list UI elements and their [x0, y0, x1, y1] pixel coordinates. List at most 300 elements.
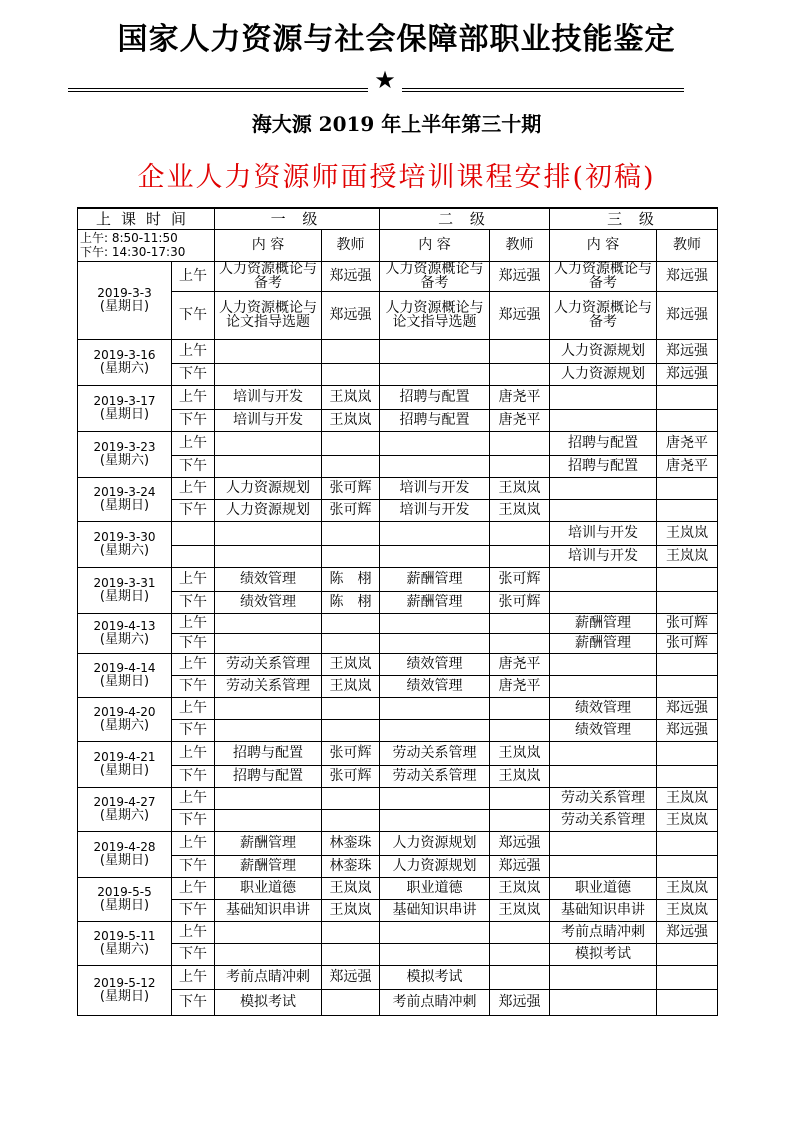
course-cell: 招聘与配置: [550, 455, 657, 477]
session-cell: 下午: [172, 633, 215, 653]
teacher-cell: 王岚岚: [657, 521, 718, 545]
teacher-cell: [322, 697, 380, 719]
date-cell: [78, 431, 172, 477]
date-cell: [78, 339, 172, 385]
teacher-cell: [322, 989, 380, 1015]
course-cell: 劳动关系管理: [215, 675, 322, 697]
teacher-cell: [490, 809, 550, 831]
teacher-cell: [490, 965, 550, 989]
course-cell: 人力资源概论与论文指导选题: [215, 291, 322, 339]
teacher-cell: 王岚岚: [322, 899, 380, 921]
teacher-cell: 唐尧平: [490, 409, 550, 431]
weekday-label: (星期日): [99, 299, 150, 314]
course-cell: [215, 943, 322, 965]
weekday-label: (星期六): [99, 632, 150, 647]
teacher-cell: 王岚岚: [657, 877, 718, 899]
session-cell: 下午: [172, 363, 215, 385]
table-row: [78, 719, 718, 741]
teacher-cell: [657, 591, 718, 613]
teacher-cell: [657, 477, 718, 499]
teacher-cell: [657, 831, 718, 855]
teacher-cell: 林銮珠: [322, 831, 380, 855]
date-label: 2019-3-16: [93, 348, 156, 362]
teacher-cell: [490, 943, 550, 965]
date-cell: [78, 385, 172, 431]
table-row: [78, 787, 718, 809]
session-cell: 上午: [172, 431, 215, 455]
hours-morning: 上午: 8:50-11:50: [80, 231, 178, 245]
table-row: [78, 363, 718, 385]
weekday-label: (星期六): [99, 361, 150, 376]
date-cell: [78, 261, 172, 339]
session-cell: 上午: [172, 831, 215, 855]
date-label: 2019-4-21: [93, 750, 156, 764]
course-cell: 人力资源规划: [550, 363, 657, 385]
star-icon: ★: [374, 66, 396, 94]
teacher-cell: 张可辉: [322, 741, 380, 765]
content-header: 内 容: [215, 229, 322, 261]
table-row: [78, 809, 718, 831]
course-cell: 薪酬管理: [550, 613, 657, 633]
table-row: [78, 431, 718, 455]
teacher-cell: 王岚岚: [322, 653, 380, 675]
course-cell: [215, 719, 322, 741]
teacher-cell: [490, 339, 550, 363]
table-row: [78, 613, 718, 633]
table-row: [78, 697, 718, 719]
course-cell: 人力资源规划: [215, 499, 322, 521]
course-cell: 绩效管理: [550, 719, 657, 741]
course-cell: 基础知识串讲: [550, 899, 657, 921]
teacher-cell: [490, 613, 550, 633]
teacher-cell: 郑远强: [657, 291, 718, 339]
teacher-cell: 郑远强: [657, 719, 718, 741]
content-header: 内 容: [550, 229, 657, 261]
course-cell: 薪酬管理: [215, 855, 322, 877]
teacher-cell: 郑远强: [657, 261, 718, 291]
teacher-cell: [490, 633, 550, 653]
session-cell: 上午: [172, 477, 215, 499]
teacher-cell: 王岚岚: [490, 499, 550, 521]
course-cell: [550, 385, 657, 409]
teacher-cell: [490, 787, 550, 809]
teacher-cell: 王岚岚: [322, 877, 380, 899]
course-cell: 薪酬管理: [215, 831, 322, 855]
session-cell: 上午: [172, 653, 215, 675]
course-cell: [215, 521, 322, 545]
teacher-cell: [490, 431, 550, 455]
teacher-cell: 张可辉: [322, 477, 380, 499]
course-cell: [215, 455, 322, 477]
course-cell: [550, 965, 657, 989]
teacher-cell: 唐尧平: [657, 455, 718, 477]
teacher-cell: [322, 787, 380, 809]
teacher-cell: [657, 675, 718, 697]
session-cell: 上午: [172, 921, 215, 943]
teacher-cell: 郑远强: [657, 363, 718, 385]
weekday-label: (星期日): [99, 407, 150, 422]
table-row: [78, 545, 718, 567]
teacher-cell: [657, 741, 718, 765]
course-cell: 人力资源概论与备考: [215, 261, 322, 291]
teacher-cell: 郑远强: [657, 697, 718, 719]
session-cell: 下午: [172, 455, 215, 477]
table-row: [78, 339, 718, 363]
course-cell: [380, 545, 490, 567]
session-cell: 上午: [172, 787, 215, 809]
teacher-cell: [657, 499, 718, 521]
course-cell: 劳动关系管理: [380, 765, 490, 787]
teacher-cell: 郑远强: [322, 291, 380, 339]
level-3-header: 三 级: [550, 208, 718, 229]
course-cell: 绩效管理: [380, 653, 490, 675]
course-cell: 考前点睛冲刺: [550, 921, 657, 943]
course-cell: 劳动关系管理: [550, 809, 657, 831]
course-cell: 人力资源概论与备考: [550, 291, 657, 339]
table-row: [78, 741, 718, 765]
teacher-cell: 王岚岚: [657, 899, 718, 921]
table-row: [78, 877, 718, 899]
table-row: [78, 675, 718, 697]
teacher-cell: 王岚岚: [490, 877, 550, 899]
teacher-cell: [490, 545, 550, 567]
course-cell: [215, 809, 322, 831]
teacher-cell: 郑远强: [657, 339, 718, 363]
period-subtitle: 海大源 2019 年上半年第三十期: [251, 112, 542, 136]
table-row: [78, 899, 718, 921]
course-cell: [380, 809, 490, 831]
session-cell: 下午: [172, 943, 215, 965]
teacher-cell: 郑远强: [490, 291, 550, 339]
teacher-cell: [322, 943, 380, 965]
course-cell: 人力资源概论与备考: [380, 261, 490, 291]
date-cell: [78, 567, 172, 613]
teacher-cell: 王岚岚: [657, 545, 718, 567]
date-cell: [78, 965, 172, 1015]
table-row: [78, 385, 718, 409]
teacher-cell: [490, 719, 550, 741]
teacher-cell: 郑远强: [490, 855, 550, 877]
course-cell: 招聘与配置: [550, 431, 657, 455]
table-row: [78, 499, 718, 521]
level-2-header: 二 级: [380, 208, 550, 229]
course-cell: 招聘与配置: [380, 385, 490, 409]
teacher-cell: [657, 943, 718, 965]
table-row: [78, 409, 718, 431]
date-label: 2019-3-30: [93, 530, 156, 544]
session-cell: 上午: [172, 741, 215, 765]
table-row: [78, 831, 718, 855]
course-cell: [550, 477, 657, 499]
teacher-cell: [322, 363, 380, 385]
date-cell: [78, 477, 172, 521]
table-row: [78, 521, 718, 545]
teacher-cell: 王岚岚: [322, 675, 380, 697]
weekday-label: (星期日): [99, 674, 150, 689]
table-row: [78, 855, 718, 877]
course-cell: [550, 831, 657, 855]
date-cell: [78, 697, 172, 741]
session-cell: 下午: [172, 989, 215, 1015]
teacher-cell: 王岚岚: [657, 787, 718, 809]
schedule-table: [77, 207, 718, 1016]
teacher-cell: 张可辉: [657, 633, 718, 653]
course-cell: 模拟考试: [380, 965, 490, 989]
level-1-header: 一 级: [215, 208, 380, 229]
course-cell: 模拟考试: [215, 989, 322, 1015]
course-cell: [550, 409, 657, 431]
teacher-cell: [322, 431, 380, 455]
course-cell: 培训与开发: [550, 545, 657, 567]
session-cell: [172, 521, 215, 545]
teacher-cell: [322, 613, 380, 633]
date-label: 2019-5-5: [97, 885, 152, 899]
session-cell: 上午: [172, 567, 215, 591]
date-cell: [78, 921, 172, 965]
course-cell: 考前点睛冲刺: [380, 989, 490, 1015]
table-row: [78, 943, 718, 965]
weekday-label: (星期六): [99, 808, 150, 823]
class-hours: [78, 229, 215, 261]
weekday-label: (星期六): [99, 942, 150, 957]
teacher-cell: 王岚岚: [657, 809, 718, 831]
teacher-header: 教师: [657, 229, 718, 261]
course-cell: 绩效管理: [215, 591, 322, 613]
teacher-cell: 郑远强: [322, 965, 380, 989]
course-cell: [215, 633, 322, 653]
weekday-label: (星期六): [99, 453, 150, 468]
date-cell: [78, 521, 172, 567]
teacher-cell: [657, 765, 718, 787]
date-label: 2019-3-23: [93, 440, 156, 454]
schedule-body: [78, 261, 718, 1015]
session-cell: 上午: [172, 877, 215, 899]
date-label: 2019-4-27: [93, 795, 156, 809]
org-title: 国家人力资源与社会保障部职业技能鉴定: [117, 22, 676, 57]
weekday-label: (星期日): [99, 589, 150, 604]
teacher-cell: 张可辉: [657, 613, 718, 633]
table-row: [78, 261, 718, 291]
course-cell: 绩效管理: [215, 567, 322, 591]
teacher-cell: 王岚岚: [490, 765, 550, 787]
session-cell: 下午: [172, 809, 215, 831]
teacher-cell: 张可辉: [490, 567, 550, 591]
content-header: 内 容: [380, 229, 490, 261]
course-cell: [550, 567, 657, 591]
teacher-cell: 郑远强: [322, 261, 380, 291]
teacher-cell: 唐尧平: [657, 431, 718, 455]
session-cell: 上午: [172, 261, 215, 291]
course-cell: 培训与开发: [550, 521, 657, 545]
session-cell: 下午: [172, 899, 215, 921]
course-title: 企业人力资源师面授培训课程安排(初稿): [137, 162, 656, 193]
table-row: [78, 965, 718, 989]
teacher-cell: 陈 栩: [322, 591, 380, 613]
teacher-cell: [322, 921, 380, 943]
teacher-cell: 唐尧平: [490, 385, 550, 409]
date-cell: [78, 613, 172, 653]
teacher-cell: 王岚岚: [322, 385, 380, 409]
teacher-cell: [490, 921, 550, 943]
date-label: 2019-3-24: [93, 485, 156, 499]
course-cell: 薪酬管理: [380, 567, 490, 591]
divider-left: [68, 88, 368, 92]
date-cell: [78, 877, 172, 921]
table-row: [78, 989, 718, 1015]
teacher-cell: [657, 385, 718, 409]
table-row: [78, 765, 718, 787]
hours-afternoon: 下午: 14:30-17:30: [80, 245, 186, 259]
session-cell: 下午: [172, 499, 215, 521]
course-cell: 招聘与配置: [215, 765, 322, 787]
course-cell: [380, 633, 490, 653]
course-cell: 劳动关系管理: [550, 787, 657, 809]
course-cell: [215, 613, 322, 633]
table-row: [78, 455, 718, 477]
weekday-label: (星期日): [99, 898, 150, 913]
course-cell: [380, 921, 490, 943]
table-row: [78, 567, 718, 591]
course-cell: 人力资源规划: [380, 831, 490, 855]
course-cell: 绩效管理: [550, 697, 657, 719]
teacher-cell: 郑远强: [657, 921, 718, 943]
date-label: 2019-5-11: [93, 929, 156, 943]
date-label: 2019-4-28: [93, 840, 156, 854]
date-label: 2019-5-12: [93, 976, 156, 990]
date-cell: [78, 653, 172, 697]
date-cell: [78, 741, 172, 787]
teacher-cell: 张可辉: [322, 499, 380, 521]
date-label: 2019-4-20: [93, 705, 156, 719]
course-cell: 人力资源规划: [550, 339, 657, 363]
course-cell: [215, 921, 322, 943]
course-cell: 绩效管理: [380, 675, 490, 697]
table-row: [78, 633, 718, 653]
table-row: [78, 291, 718, 339]
teacher-cell: 唐尧平: [490, 675, 550, 697]
session-cell: 下午: [172, 409, 215, 431]
course-cell: [215, 697, 322, 719]
course-cell: [380, 339, 490, 363]
weekday-label: (星期六): [99, 543, 150, 558]
teacher-cell: [657, 567, 718, 591]
teacher-header: 教师: [322, 229, 380, 261]
session-cell: 上午: [172, 613, 215, 633]
course-cell: [380, 363, 490, 385]
course-cell: [380, 787, 490, 809]
weekday-label: (星期六): [99, 718, 150, 733]
weekday-label: (星期日): [99, 853, 150, 868]
teacher-cell: 唐尧平: [490, 653, 550, 675]
teacher-cell: 陈 栩: [322, 567, 380, 591]
session-cell: 上午: [172, 339, 215, 363]
course-cell: 人力资源概论与备考: [550, 261, 657, 291]
weekday-label: (星期日): [99, 498, 150, 513]
teacher-cell: 林銮珠: [322, 855, 380, 877]
session-cell: 下午: [172, 291, 215, 339]
teacher-cell: [322, 339, 380, 363]
time-header: 上课时间: [78, 208, 215, 229]
course-cell: 基础知识串讲: [380, 899, 490, 921]
course-cell: [215, 339, 322, 363]
teacher-cell: 王岚岚: [490, 899, 550, 921]
teacher-cell: 张可辉: [322, 765, 380, 787]
course-cell: [380, 613, 490, 633]
course-cell: 培训与开发: [380, 477, 490, 499]
teacher-cell: [657, 989, 718, 1015]
teacher-cell: [490, 455, 550, 477]
course-cell: 人力资源规划: [215, 477, 322, 499]
date-label: 2019-4-14: [93, 661, 156, 675]
table-row: [78, 653, 718, 675]
teacher-cell: 王岚岚: [490, 741, 550, 765]
course-cell: 培训与开发: [215, 409, 322, 431]
course-cell: 人力资源规划: [380, 855, 490, 877]
course-cell: 职业道德: [550, 877, 657, 899]
date-label: 2019-3-3: [97, 286, 152, 300]
course-cell: 劳动关系管理: [215, 653, 322, 675]
teacher-cell: [490, 363, 550, 385]
course-cell: [215, 545, 322, 567]
teacher-cell: [322, 633, 380, 653]
session-cell: 下午: [172, 765, 215, 787]
weekday-label: (星期日): [99, 989, 150, 1004]
course-cell: 培训与开发: [380, 499, 490, 521]
teacher-cell: [322, 809, 380, 831]
course-cell: 招聘与配置: [215, 741, 322, 765]
table-row: [78, 477, 718, 499]
course-cell: 薪酬管理: [380, 591, 490, 613]
course-cell: [380, 943, 490, 965]
teacher-cell: [490, 697, 550, 719]
course-cell: [550, 675, 657, 697]
teacher-cell: [322, 719, 380, 741]
teacher-cell: 张可辉: [490, 591, 550, 613]
course-cell: 劳动关系管理: [380, 741, 490, 765]
date-label: 2019-3-17: [93, 394, 156, 408]
course-cell: 职业道德: [215, 877, 322, 899]
teacher-cell: [657, 965, 718, 989]
course-cell: [215, 787, 322, 809]
course-cell: 基础知识串讲: [215, 899, 322, 921]
course-cell: [380, 455, 490, 477]
teacher-cell: 王岚岚: [322, 409, 380, 431]
session-cell: 下午: [172, 591, 215, 613]
course-cell: 培训与开发: [215, 385, 322, 409]
course-cell: [380, 697, 490, 719]
teacher-cell: [322, 521, 380, 545]
course-cell: 考前点睛冲刺: [215, 965, 322, 989]
date-label: 2019-4-13: [93, 619, 156, 633]
course-cell: [380, 431, 490, 455]
course-cell: 人力资源概论与论文指导选题: [380, 291, 490, 339]
session-cell: [172, 545, 215, 567]
course-cell: [550, 989, 657, 1015]
course-cell: [550, 499, 657, 521]
teacher-cell: 郑远强: [490, 989, 550, 1015]
table-row: [78, 591, 718, 613]
teacher-cell: 郑远强: [490, 831, 550, 855]
date-cell: [78, 831, 172, 877]
teacher-cell: 王岚岚: [490, 477, 550, 499]
teacher-cell: [657, 855, 718, 877]
course-cell: [215, 363, 322, 385]
session-cell: 上午: [172, 385, 215, 409]
course-cell: 薪酬管理: [550, 633, 657, 653]
teacher-cell: 郑远强: [490, 261, 550, 291]
teacher-cell: [657, 653, 718, 675]
weekday-label: (星期日): [99, 763, 150, 778]
